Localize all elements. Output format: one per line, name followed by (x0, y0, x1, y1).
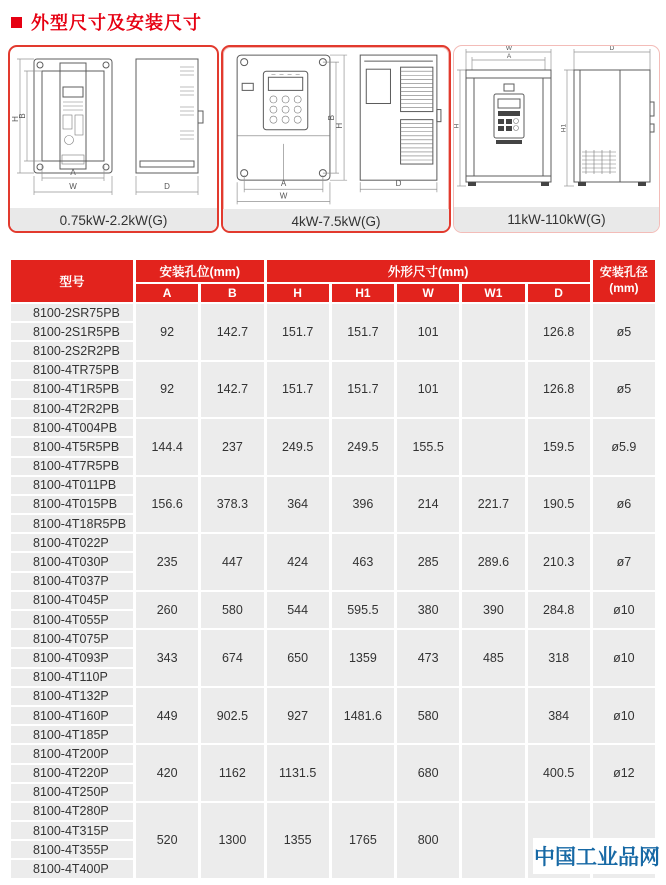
dim-cell-a: 144.4 (136, 419, 198, 475)
dim-cell-d: 190.5 (528, 477, 590, 533)
dim-cell-w1 (462, 362, 524, 418)
dim-cell-w1: 485 (462, 630, 524, 686)
dim-cell-a: 520 (136, 803, 198, 878)
section-title (11, 9, 202, 35)
dim-cell-d: 126.8 (528, 304, 590, 360)
diagram-panel-small (8, 45, 219, 233)
dim-label-d: D (609, 46, 615, 52)
dim-cell-h: 364 (267, 477, 329, 533)
dim-cell-w: 380 (397, 592, 459, 628)
dim-cell-h: 650 (267, 630, 329, 686)
model-cell: 8100-4T185P (11, 726, 133, 743)
dim-cell-h1 (332, 745, 394, 801)
dim-cell-b: 1300 (201, 803, 263, 878)
table-row (11, 688, 655, 705)
model-cell: 8100-4T132P (11, 688, 133, 705)
model-cell: 8100-2S2R2PB (11, 342, 133, 359)
dim-cell-w: 101 (397, 362, 459, 418)
col-header-outline: 外形尺寸(mm) (267, 260, 590, 282)
dim-cell-w1 (462, 304, 524, 360)
drawing-large-frame (454, 46, 659, 207)
dim-cell-a: 156.6 (136, 477, 198, 533)
dim-label-a: A (280, 179, 287, 189)
table-row (11, 630, 655, 647)
col-header-hole-line1: 安装孔径 (599, 265, 648, 280)
table-row (11, 592, 655, 609)
model-cell: 8100-4TR75PB (11, 362, 133, 379)
dim-cell-d: 384 (528, 688, 590, 744)
dim-cell-w1: 390 (462, 592, 524, 628)
dim-cell-h1: 249.5 (332, 419, 394, 475)
col-header-mount: 安装孔位(mm) (136, 260, 264, 282)
panel-range-label: 11kW-110kW(G) (454, 207, 659, 232)
dim-cell-b: 674 (201, 630, 263, 686)
col-header-b: B (201, 284, 263, 302)
model-cell: 8100-4T004PB (11, 419, 133, 436)
hole-cell: ø5 (593, 362, 655, 418)
dim-cell-a: 420 (136, 745, 198, 801)
model-cell: 8100-4T045P (11, 592, 133, 609)
dimension-table (8, 258, 658, 880)
dim-cell-h1: 595.5 (332, 592, 394, 628)
dim-cell-a: 92 (136, 362, 198, 418)
hole-cell: ø10 (593, 592, 655, 628)
dim-cell-w: 214 (397, 477, 459, 533)
col-header-model: 型号 (11, 260, 133, 302)
table-row (11, 803, 655, 820)
table-row (11, 745, 655, 762)
dim-cell-d: 159.5 (528, 419, 590, 475)
dim-cell-w: 101 (397, 304, 459, 360)
model-cell: 8100-4T055P (11, 611, 133, 628)
dim-label-w: W (279, 191, 288, 201)
dim-cell-b: 142.7 (201, 304, 263, 360)
model-cell: 8100-4T110P (11, 669, 133, 686)
dim-cell-w1 (462, 688, 524, 744)
page-title: 外型尺寸及安装尺寸 (31, 13, 202, 33)
watermark-text: 中国工业品网 (534, 846, 660, 869)
dim-cell-h: 151.7 (267, 304, 329, 360)
col-header-hole-line2: (mm) (609, 281, 639, 295)
col-header-w: W (397, 284, 459, 302)
model-cell: 8100-4T2R2PB (11, 400, 133, 417)
dim-label-a: A (70, 168, 76, 177)
dim-cell-h1: 463 (332, 534, 394, 590)
dim-cell-h1: 396 (332, 477, 394, 533)
model-cell: 8100-4T015PB (11, 496, 133, 513)
dim-cell-h1: 1765 (332, 803, 394, 878)
dim-label-a: A (506, 53, 512, 60)
diagram-panel-medium (221, 45, 451, 233)
dim-cell-w1 (462, 419, 524, 475)
dim-cell-d: 400.5 (528, 745, 590, 801)
dim-cell-d: 126.8 (528, 362, 590, 418)
col-header-h1: H1 (332, 284, 394, 302)
dim-cell-b: 237 (201, 419, 263, 475)
dim-cell-b: 378.3 (201, 477, 263, 533)
hole-cell: ø12 (593, 745, 655, 801)
model-cell: 8100-4T011PB (11, 477, 133, 494)
model-cell: 8100-4T220P (11, 765, 133, 782)
dim-cell-b: 1162 (201, 745, 263, 801)
dim-cell-w1 (462, 803, 524, 878)
dim-cell-a: 235 (136, 534, 198, 590)
model-cell: 8100-4T250P (11, 784, 133, 801)
model-cell: 8100-4T075P (11, 630, 133, 647)
model-cell: 8100-4T037P (11, 573, 133, 590)
dim-cell-b: 447 (201, 534, 263, 590)
dim-cell-d: 210.3 (528, 534, 590, 590)
hole-cell: ø5.9 (593, 419, 655, 475)
dim-cell-w1 (462, 745, 524, 801)
dim-label-b: B (326, 114, 336, 121)
dim-cell-b: 902.5 (201, 688, 263, 744)
dim-label-d: D (395, 179, 402, 189)
model-cell: 8100-4T400P (11, 860, 133, 877)
dim-cell-w: 285 (397, 534, 459, 590)
dim-cell-h1: 1481.6 (332, 688, 394, 744)
col-header-h: H (267, 284, 329, 302)
dim-cell-w: 580 (397, 688, 459, 744)
drawing-medium-frame (223, 47, 449, 209)
model-cell: 8100-4T280P (11, 803, 133, 820)
dim-cell-h: 151.7 (267, 362, 329, 418)
dim-cell-w: 155.5 (397, 419, 459, 475)
hole-cell: ø10 (593, 630, 655, 686)
dim-cell-w: 800 (397, 803, 459, 878)
dim-cell-b: 142.7 (201, 362, 263, 418)
dim-cell-d: 318 (528, 630, 590, 686)
model-cell: 8100-4T160P (11, 707, 133, 724)
col-header-a: A (136, 284, 198, 302)
dim-cell-w1: 221.7 (462, 477, 524, 533)
panel-range-label: 0.75kW-2.2kW(G) (10, 208, 217, 233)
dim-cell-w: 473 (397, 630, 459, 686)
diagram-panel-large (453, 45, 660, 233)
model-cell: 8100-4T315P (11, 822, 133, 839)
dim-cell-h: 424 (267, 534, 329, 590)
dim-cell-a: 92 (136, 304, 198, 360)
dim-cell-h: 249.5 (267, 419, 329, 475)
dim-cell-w: 680 (397, 745, 459, 801)
dim-label-h: H (454, 123, 461, 129)
dim-cell-a: 343 (136, 630, 198, 686)
model-cell: 8100-2SR75PB (11, 304, 133, 321)
dim-cell-a: 449 (136, 688, 198, 744)
model-cell: 8100-4T093P (11, 649, 133, 666)
table-row (11, 362, 655, 379)
hole-cell: ø5 (593, 304, 655, 360)
model-cell: 8100-4T7R5PB (11, 458, 133, 475)
model-cell: 8100-4T18R5PB (11, 515, 133, 532)
dim-cell-h: 1131.5 (267, 745, 329, 801)
table-row (11, 534, 655, 551)
dim-cell-h: 1355 (267, 803, 329, 878)
dim-label-w: W (69, 182, 77, 191)
panel-range-label: 4kW-7.5kW(G) (223, 209, 449, 233)
dim-cell-h1: 1359 (332, 630, 394, 686)
dim-label-h1: H1 (560, 123, 568, 133)
hole-cell: ø10 (593, 688, 655, 744)
col-header-hole (593, 260, 655, 302)
col-header-w1: W1 (462, 284, 524, 302)
dim-label-b: B (18, 113, 27, 119)
dim-cell-h: 927 (267, 688, 329, 744)
hole-cell: ø7 (593, 534, 655, 590)
model-cell: 8100-4T355P (11, 841, 133, 858)
dim-cell-w1: 289.6 (462, 534, 524, 590)
dim-label-h: H (11, 116, 20, 122)
drawing-small-frame (10, 47, 217, 208)
watermark-logo (533, 838, 661, 874)
hole-cell: ø6 (593, 477, 655, 533)
dim-cell-h1: 151.7 (332, 304, 394, 360)
dim-label-w: W (505, 46, 513, 52)
title-bullet-icon (11, 17, 22, 28)
dimension-diagrams (8, 45, 660, 233)
model-cell: 8100-4T200P (11, 745, 133, 762)
table-row (11, 477, 655, 494)
col-header-d: D (528, 284, 590, 302)
dim-cell-a: 260 (136, 592, 198, 628)
dim-cell-d: 284.8 (528, 592, 590, 628)
table-row (11, 419, 655, 436)
model-cell: 8100-4T022P (11, 534, 133, 551)
dim-label-h: H (335, 122, 345, 129)
model-cell: 8100-4T1R5PB (11, 381, 133, 398)
dim-cell-h: 544 (267, 592, 329, 628)
model-cell: 8100-2S1R5PB (11, 323, 133, 340)
model-cell: 8100-4T5R5PB (11, 438, 133, 455)
model-cell: 8100-4T030P (11, 553, 133, 570)
dim-cell-b: 580 (201, 592, 263, 628)
dim-cell-h1: 151.7 (332, 362, 394, 418)
table-row (11, 304, 655, 321)
dim-label-d: D (164, 182, 170, 191)
